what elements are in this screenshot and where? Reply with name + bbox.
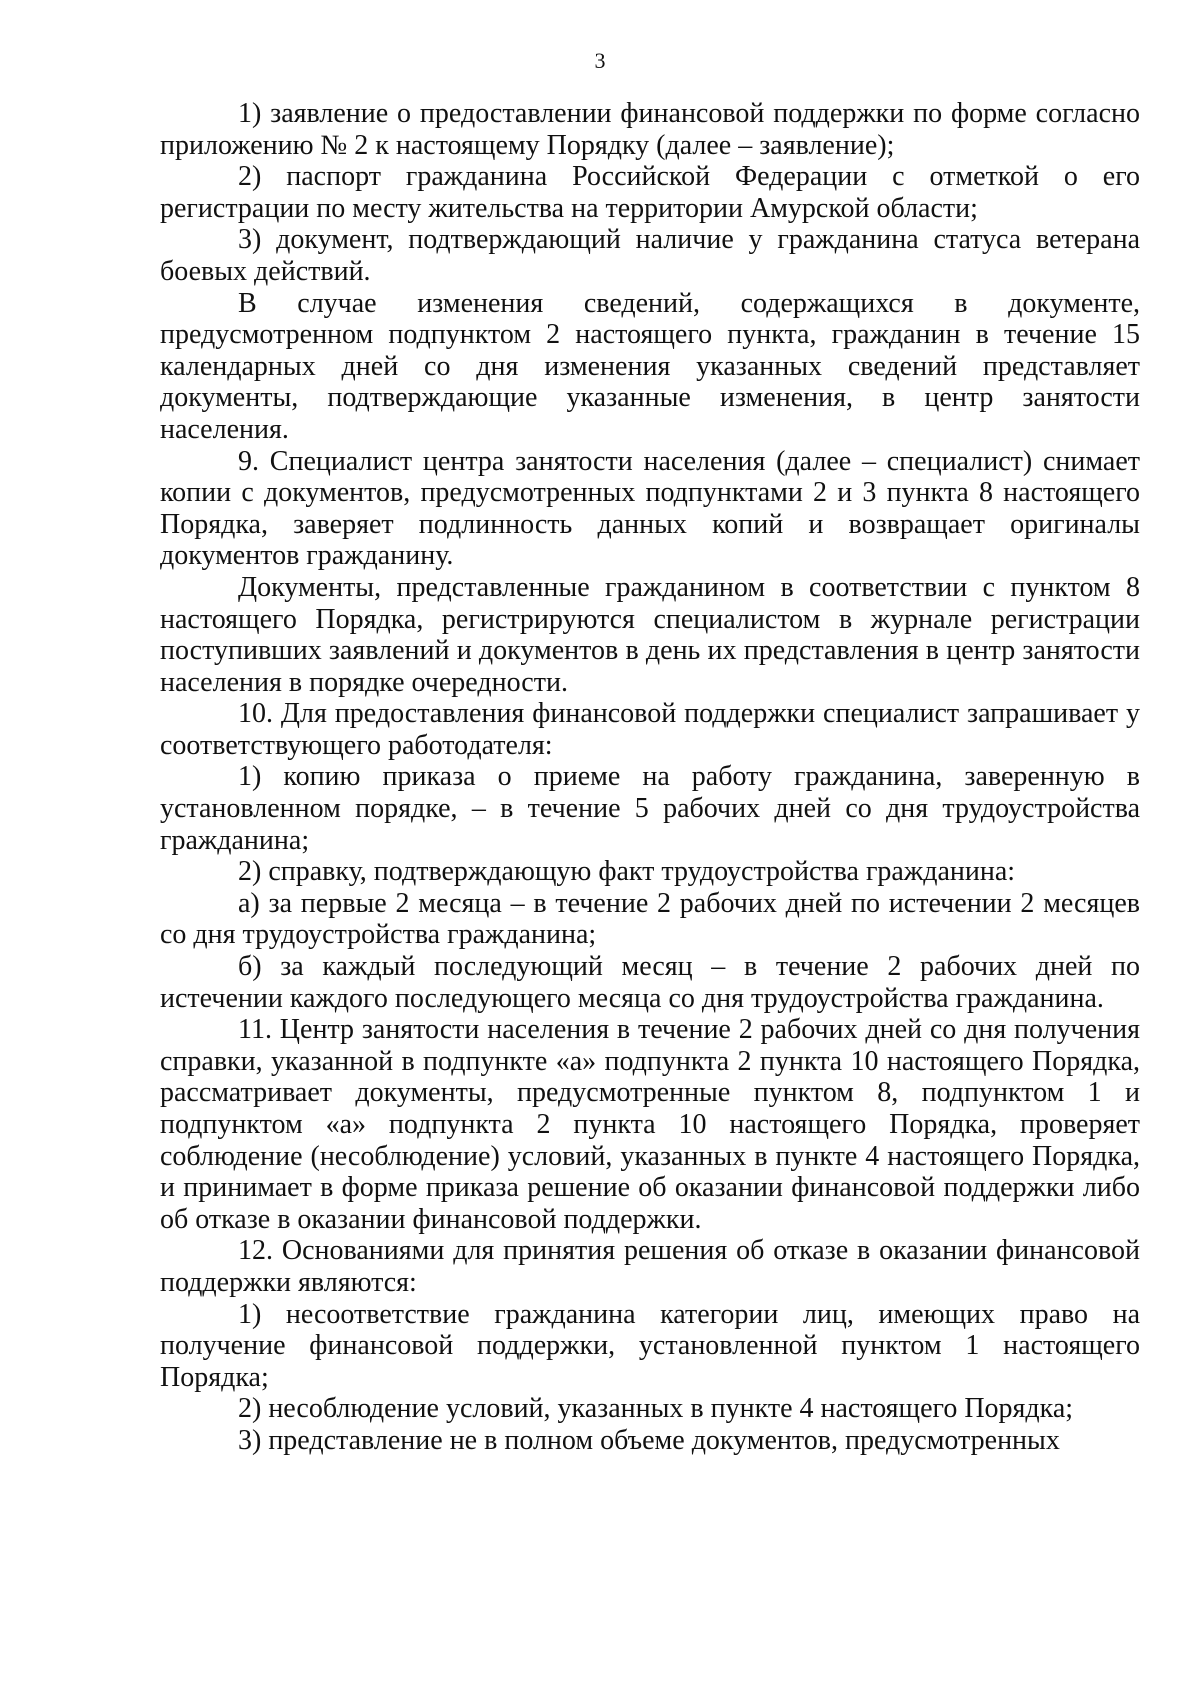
- paragraph-clause-12-item-2: 2) несоблюдение условий, указанных в пункте 4 настоящего Порядка;: [238, 1393, 1074, 1425]
- paragraph-change-of-data: В случае изменения сведений, содержащихся в документе, предусмотренном подпунктом 2 настоящего пункта, гражданин в течение 15 календарных дней со дня изменения указанных сведений представляет документы, подтверждающие указанные изменения, в центр занятости населения.: [160, 287, 1140, 445]
- paragraph-clause-10: 10. Для предоставления финансовой поддержки специалист запрашивает у соответствующего работодателя:: [160, 698, 1140, 761]
- paragraph-clause-11: 11. Центр занятости населения в течение 2 рабочих дней со дня получения справки, указанной в подпункте «а» подпункта 2 пункта 10 настоящего Порядка, рассматривает документы, предусмотренные пунктом 8, подпунктом 1 и подпунктом «а» подпункта 2 пункта 10 настоящего Порядка, проверяет соблюдение (несоблюдение) условий, указанных в пункте 4 настоящего Порядка, и принимает в форме приказа решение об оказании финансовой поддержки либо об отказе в оказании финансовой поддержки.: [160, 1014, 1140, 1235]
- paragraph-clause-10-item-2b: б) за каждый последующий месяц – в течение 2 рабочих дней по истечении каждого последующего месяца со дня трудоустройства гражданина.: [160, 951, 1140, 1014]
- paragraph-clause-12-item-1: 1) несоответствие гражданина категории лиц, имеющих право на получение финансовой поддержки, установленной пунктом 1 настоящего Порядка;: [160, 1298, 1140, 1393]
- paragraph-registration: Документы, представленные гражданином в соответствии с пунктом 8 настоящего Порядка, регистрируются специалистом в журнале регистрации поступивших заявлений и документов в день их представления в центр занятости населения в порядке очередности.: [160, 571, 1140, 698]
- paragraph-clause-10-item-2: 2) справку, подтверждающую факт трудоустройства гражданина:: [238, 856, 1016, 888]
- paragraph-item-2: 2) паспорт гражданина Российской Федерации с отметкой о его регистрации по месту жительства на территории Амурской области;: [160, 161, 1140, 224]
- paragraph-item-1: 1) заявление о предоставлении финансовой поддержки по форме согласно приложению № 2 к настоящему Порядку (далее – заявление);: [160, 98, 1140, 161]
- paragraph-clause-10-item-1: 1) копию приказа о приеме на работу гражданина, заверенную в установленном порядке, – в течение 5 рабочих дней со дня трудоустройства гражданина;: [160, 761, 1140, 856]
- page-number: 3: [594, 48, 606, 73]
- document-body: [160, 98, 1140, 1457]
- paragraph-clause-12: 12. Основаниями для принятия решения об отказе в оказании финансовой поддержки являются:: [160, 1235, 1140, 1298]
- paragraph-clause-9: 9. Специалист центра занятости населения (далее – специалист) снимает копии с документов, предусмотренных подпунктами 2 и 3 пункта 8 настоящего Порядка, заверяет подлинность данных копий и возвращает оригиналы документов гражданину.: [160, 445, 1140, 572]
- paragraph-item-3: 3) документ, подтверждающий наличие у гражданина статуса ветерана боевых действий.: [160, 224, 1140, 287]
- paragraph-clause-10-item-2a: а) за первые 2 месяца – в течение 2 рабочих дней по истечении 2 месяцев со дня трудоустройства гражданина;: [160, 887, 1140, 951]
- paragraph-clause-12-item-3: 3) представление не в полном объеме документов, предусмотренных: [238, 1424, 1060, 1456]
